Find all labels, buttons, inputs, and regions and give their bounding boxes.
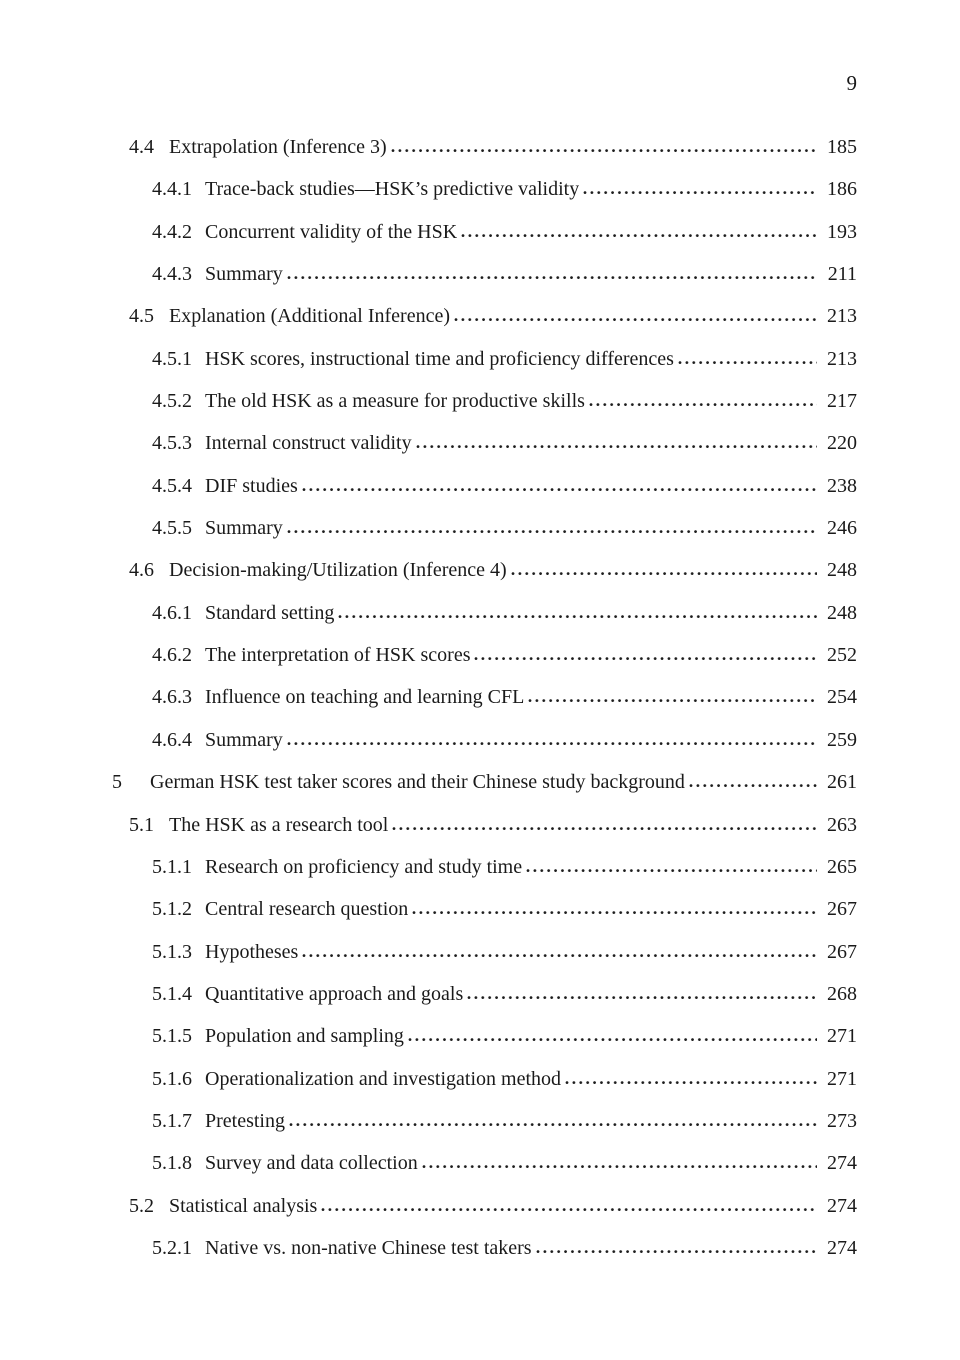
toc-entry-page: 267 [827, 898, 857, 921]
toc-dot-leader [678, 360, 817, 365]
toc-entry-number: 5.1.4 [152, 982, 192, 1005]
toc-entry-number: 4.5.2 [152, 390, 192, 413]
toc-entry-page: 274 [827, 1236, 857, 1259]
toc-entry-number: 4.4.3 [152, 263, 192, 286]
toc-dot-leader [289, 1122, 817, 1127]
toc-list [112, 126, 857, 1269]
toc-entry-number: 5.1.6 [152, 1067, 192, 1090]
toc-entry-page: 248 [827, 559, 857, 582]
toc-dot-leader [302, 953, 817, 958]
toc-dot-leader [321, 1207, 817, 1212]
toc-dot-leader [302, 487, 817, 492]
toc-entry-page: 246 [827, 517, 857, 540]
toc-entry[interactable] [112, 1142, 857, 1184]
toc-entry-page: 213 [827, 305, 857, 328]
toc-entry-page: 252 [827, 644, 857, 667]
toc-entry-page: 261 [827, 771, 857, 794]
page-number: 9 [846, 71, 857, 95]
toc-entry-label: Summary [205, 728, 283, 751]
toc-entry[interactable] [112, 973, 857, 1015]
toc-entry-label: Decision-making/Utilization (Inference 4) [169, 559, 507, 582]
toc-entry-page: 186 [827, 178, 857, 201]
toc-entry[interactable] [112, 211, 857, 253]
toc-entry-number: 5.1 [129, 813, 154, 836]
toc-entry-page: 211 [827, 263, 857, 286]
toc-entry-page: 185 [827, 136, 857, 158]
toc-entry-label: HSK scores, instructional time and proficiency differences [205, 347, 674, 370]
toc-entry-number: 4.6.3 [152, 686, 192, 709]
toc-entry-label: Hypotheses [205, 940, 299, 963]
toc-entry[interactable] [112, 592, 857, 634]
toc-dot-leader [412, 910, 817, 915]
toc-entry-number: 5.1.2 [152, 898, 192, 921]
toc-entry-number: 4.5.3 [152, 432, 192, 455]
toc-entry[interactable] [112, 253, 857, 295]
toc-entry[interactable] [112, 634, 857, 676]
toc-entry-label: German HSK test taker scores and their Chinese study background [150, 771, 685, 794]
toc-dot-leader [461, 233, 817, 238]
toc-entry-label: Statistical analysis [169, 1194, 318, 1217]
toc-entry[interactable] [112, 1185, 857, 1227]
document-page [112, 0, 857, 1269]
toc-entry-number: 4.6.2 [152, 644, 192, 667]
toc-entry-label: Summary [205, 263, 283, 286]
toc-entry-number: 5.2.1 [152, 1236, 192, 1259]
toc-entry-page: 271 [827, 1025, 857, 1048]
toc-dot-leader [467, 995, 817, 1000]
toc-entry-number: 5 [112, 771, 122, 794]
toc-entry[interactable] [112, 507, 857, 549]
toc-entry[interactable] [112, 1227, 857, 1269]
toc-entry-number: 5.1.3 [152, 940, 192, 963]
toc-entry-label: Internal construct validity [205, 432, 412, 455]
toc-dot-leader [287, 741, 817, 746]
toc-entry-number: 5.1.5 [152, 1025, 192, 1048]
toc-entry-label: Population and sampling [205, 1025, 404, 1048]
toc-entry-page: 254 [827, 686, 857, 709]
toc-dot-leader [408, 1037, 817, 1042]
toc-dot-leader [474, 656, 817, 661]
toc-entry-label: Quantitative approach and goals [205, 982, 464, 1005]
toc-entry-page: 263 [827, 813, 857, 836]
toc-entry[interactable] [112, 719, 857, 761]
toc-entry-page: 274 [827, 1194, 857, 1217]
toc-entry[interactable] [112, 804, 857, 846]
toc-entry[interactable] [112, 761, 857, 803]
toc-entry[interactable] [112, 846, 857, 888]
toc-dot-leader [287, 275, 817, 280]
toc-dot-leader [528, 698, 817, 703]
toc-entry-label: Explanation (Additional Inference) [169, 305, 450, 328]
toc-entry[interactable] [112, 338, 857, 380]
toc-entry-page: 217 [827, 390, 857, 413]
toc-entry-number: 4.4 [129, 136, 154, 158]
toc-dot-leader [536, 1249, 817, 1254]
toc-entry-label: Pretesting [205, 1109, 285, 1132]
toc-entry-label: Influence on teaching and learning CFL [205, 686, 525, 709]
toc-dot-leader [422, 1164, 817, 1169]
toc-entry[interactable] [112, 676, 857, 718]
toc-entry-page: 274 [827, 1152, 857, 1175]
toc-dot-leader [589, 402, 817, 407]
toc-dot-leader [511, 571, 817, 576]
toc-entry-label: Standard setting [205, 601, 335, 624]
toc-entry[interactable] [112, 465, 857, 507]
toc-entry[interactable] [112, 422, 857, 464]
toc-dot-leader [391, 148, 817, 153]
toc-entry[interactable] [112, 1015, 857, 1057]
toc-entry[interactable] [112, 295, 857, 337]
toc-entry-page: 268 [827, 982, 857, 1005]
toc-dot-leader [392, 826, 817, 831]
toc-entry-page: 265 [827, 855, 857, 878]
toc-entry-label: The old HSK as a measure for productive skills [205, 390, 585, 413]
toc-entry[interactable] [112, 1058, 857, 1100]
toc-entry[interactable] [112, 931, 857, 973]
toc-entry-label: Trace-back studies—HSK’s predictive validity [205, 178, 580, 201]
toc-entry[interactable] [112, 168, 857, 210]
toc-entry-page: 259 [827, 728, 857, 751]
toc-entry-label: The interpretation of HSK scores [205, 644, 471, 667]
toc-entry-number: 4.5.1 [152, 347, 192, 370]
toc-entry-label: Central research question [205, 898, 409, 921]
toc-dot-leader [583, 190, 817, 195]
toc-dot-leader [526, 868, 817, 873]
toc-entry-number: 4.6.4 [152, 728, 192, 751]
toc-entry-number: 4.4.2 [152, 220, 192, 243]
toc-entry-label: Native vs. non-native Chinese test takers [205, 1236, 532, 1259]
toc-entry-number: 4.6.1 [152, 601, 192, 624]
toc-entry-page: 248 [827, 601, 857, 624]
toc-entry[interactable] [112, 1100, 857, 1142]
toc-entry-page: 213 [827, 347, 857, 370]
toc-dot-leader [416, 444, 817, 449]
toc-entry[interactable] [112, 126, 857, 168]
toc-entry-label: Operationalization and investigation method [205, 1067, 562, 1090]
toc-entry-label: Survey and data collection [205, 1152, 418, 1175]
toc-dot-leader [287, 529, 817, 534]
toc-entry-page: 267 [827, 940, 857, 963]
toc-entry-label: Summary [205, 517, 283, 540]
toc-entry-number: 4.5 [129, 305, 154, 328]
toc-entry-number: 5.2 [129, 1194, 154, 1217]
toc-entry-page: 193 [827, 220, 857, 243]
toc-entry-number: 4.5.5 [152, 517, 192, 540]
toc-entry[interactable] [112, 888, 857, 930]
toc-entry-label: DIF studies [205, 474, 298, 497]
toc-dot-leader [454, 317, 817, 322]
toc-entry-number: 4.6 [129, 559, 154, 582]
toc-entry[interactable] [112, 549, 857, 591]
toc-entry-page: 273 [827, 1109, 857, 1132]
toc-dot-leader [689, 783, 817, 788]
toc-dot-leader [338, 614, 817, 619]
toc-entry-page: 238 [827, 474, 857, 497]
toc-entry-number: 4.5.4 [152, 474, 192, 497]
toc-entry-number: 4.4.1 [152, 178, 192, 201]
toc-entry-page: 220 [827, 432, 857, 455]
toc-entry-label: Concurrent validity of the HSK [205, 220, 458, 243]
toc-entry[interactable] [112, 380, 857, 422]
toc-entry-number: 5.1.8 [152, 1152, 192, 1175]
toc-entry-page: 271 [827, 1067, 857, 1090]
toc-entry-number: 5.1.1 [152, 855, 192, 878]
toc-entry-label: Extrapolation (Inference 3) [169, 136, 387, 158]
toc-entry-label: Research on proficiency and study time [205, 855, 523, 878]
toc-entry-label: The HSK as a research tool [169, 813, 389, 836]
toc-entry-number: 5.1.7 [152, 1109, 192, 1132]
toc-dot-leader [565, 1080, 817, 1085]
